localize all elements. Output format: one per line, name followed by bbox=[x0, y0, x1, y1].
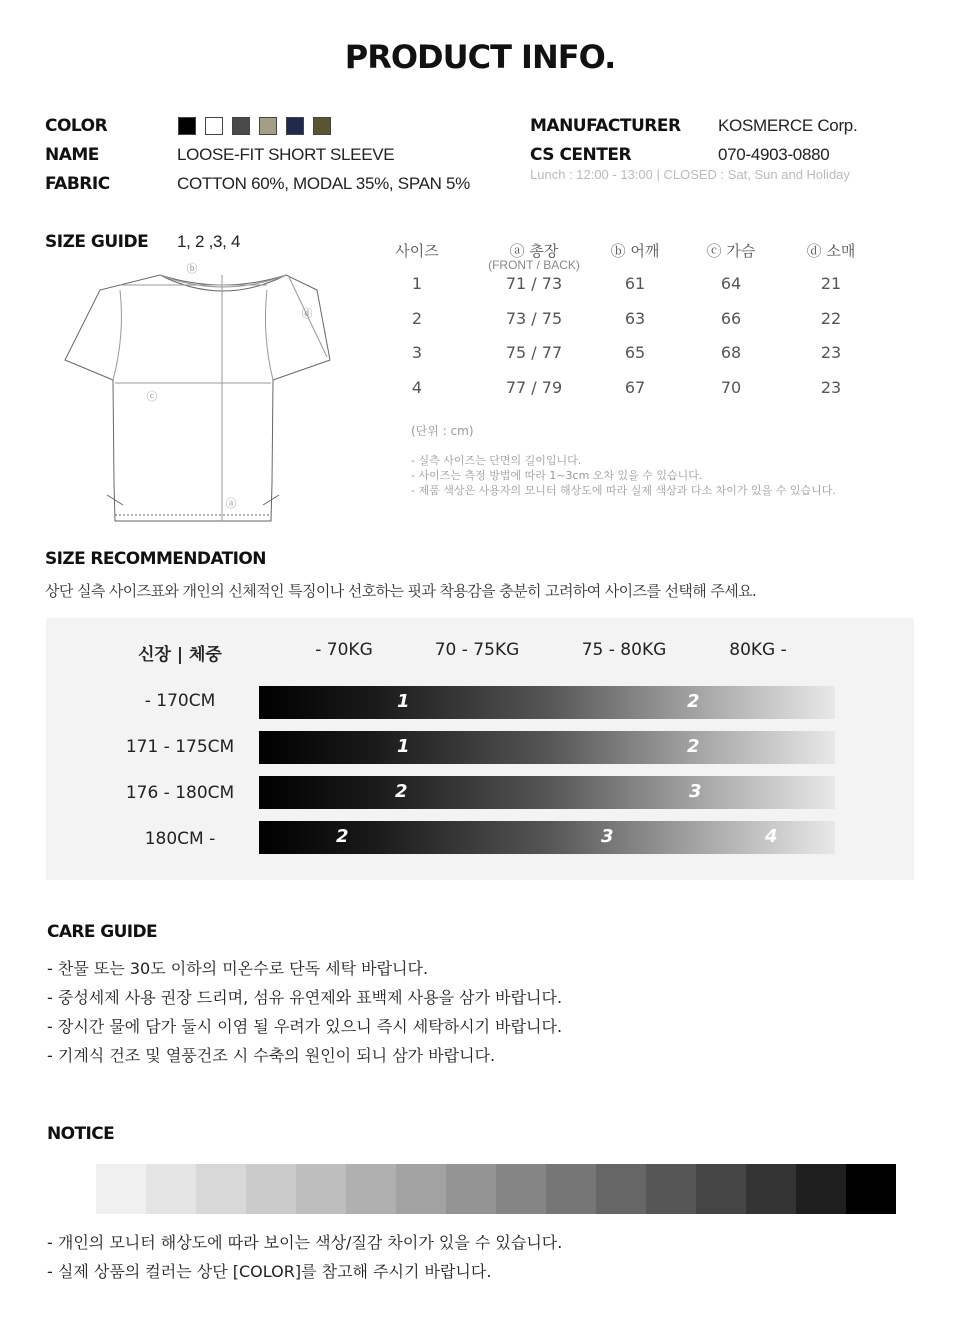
tshirt-diagram-icon bbox=[55, 255, 355, 530]
diagram-mark-a: ⓐ bbox=[225, 497, 237, 510]
care-line: - 장시간 물에 담가 둘시 이염 될 우려가 있으니 즉시 세탁하시기 바랍니다. bbox=[47, 1017, 563, 1036]
weight-header: - 70KG bbox=[315, 640, 373, 660]
gray-swatch bbox=[296, 1164, 346, 1214]
recommendation-bar bbox=[259, 821, 835, 854]
table-cell: 73 / 75 bbox=[505, 309, 563, 328]
table-cell: 64 bbox=[720, 274, 742, 293]
size-unit: (단위 : cm) bbox=[411, 424, 474, 438]
gray-swatch bbox=[246, 1164, 296, 1214]
gray-swatch bbox=[496, 1164, 546, 1214]
table-cell: 77 / 79 bbox=[505, 378, 563, 397]
gray-swatch bbox=[696, 1164, 746, 1214]
recommendation-corner: 신장 | 체중 bbox=[138, 645, 222, 665]
height-label: 180CM - bbox=[144, 829, 216, 849]
care-guide-title: CARE GUIDE bbox=[47, 922, 158, 942]
cs-center-phone: 070-4903-0880 bbox=[718, 145, 830, 164]
care-line: - 찬물 또는 30도 이하의 미온수로 단독 세탁 바랍니다. bbox=[47, 959, 429, 978]
name-value: LOOSE-FIT SHORT SLEEVE bbox=[177, 145, 395, 164]
gray-swatch bbox=[746, 1164, 796, 1214]
gray-swatch bbox=[396, 1164, 446, 1214]
size-table-header-length: ⓐ 총장 bbox=[509, 242, 559, 260]
table-cell: 68 bbox=[720, 343, 742, 362]
table-cell: 22 bbox=[820, 309, 842, 328]
table-cell: 63 bbox=[624, 309, 646, 328]
manufacturer-value: KOSMERCE Corp. bbox=[718, 116, 858, 135]
size-guide-sizes: 1, 2 ,3, 4 bbox=[177, 232, 241, 251]
diagram-mark-d: ⓓ bbox=[301, 307, 313, 320]
gray-swatch bbox=[146, 1164, 196, 1214]
diagram-mark-c: ⓒ bbox=[146, 390, 158, 403]
gray-swatch bbox=[646, 1164, 696, 1214]
color-label: COLOR bbox=[45, 116, 108, 136]
cs-center-label: CS CENTER bbox=[530, 145, 632, 165]
table-cell: 1 bbox=[411, 274, 423, 293]
manufacturer-label: MANUFACTURER bbox=[530, 116, 681, 136]
table-cell: 23 bbox=[820, 378, 842, 397]
size-recommendation-title: SIZE RECOMMENDATION bbox=[45, 549, 266, 569]
care-line: - 중성세제 사용 권장 드리며, 섬유 유연제와 표백제 사용을 삼가 바랍니다. bbox=[47, 988, 563, 1007]
care-line: - 기계식 건조 및 열풍건조 시 수축의 원인이 되니 삼가 바랍니다. bbox=[47, 1046, 496, 1065]
weight-header: 80KG - bbox=[729, 640, 787, 660]
recommendation-bar bbox=[259, 686, 835, 719]
bar-size-label: 2 bbox=[687, 736, 700, 757]
cs-hours: Lunch : 12:00 - 13:00 | CLOSED : Sat, Sun and Holiday bbox=[530, 167, 850, 182]
size-note: - 제품 색상은 사용자의 모니터 해상도에 따라 실제 색상과 다소 차이가 있을 수 있습니다. bbox=[411, 484, 836, 497]
table-cell: 2 bbox=[411, 309, 423, 328]
color-swatch bbox=[313, 117, 331, 135]
fabric-label: FABRIC bbox=[45, 174, 110, 194]
height-label: 171 - 175CM bbox=[125, 737, 235, 757]
table-cell: 3 bbox=[411, 343, 423, 362]
table-cell: 65 bbox=[624, 343, 646, 362]
color-swatch bbox=[178, 117, 196, 135]
size-recommendation-desc: 상단 실측 사이즈표와 개인의 신체적인 특징이나 선호하는 핏과 착용감을 충분히 고려하여 사이즈를 선택해 주세요. bbox=[45, 582, 757, 600]
color-swatch bbox=[259, 117, 277, 135]
table-cell: 23 bbox=[820, 343, 842, 362]
size-table-header-size: 사이즈 bbox=[395, 242, 439, 260]
page-title: PRODUCT INFO. bbox=[344, 38, 616, 76]
diagram-mark-b: ⓑ bbox=[186, 262, 198, 275]
size-table-header-shoulder: ⓑ 어깨 bbox=[610, 242, 660, 260]
height-label: 176 - 180CM bbox=[125, 783, 235, 803]
notice-title: NOTICE bbox=[47, 1124, 115, 1144]
recommendation-bar bbox=[259, 776, 835, 809]
bar-size-label: 3 bbox=[689, 781, 702, 802]
bar-size-label: 1 bbox=[397, 691, 410, 712]
bar-size-label: 2 bbox=[395, 781, 408, 802]
recommendation-bar bbox=[259, 731, 835, 764]
table-cell: 71 / 73 bbox=[505, 274, 563, 293]
table-cell: 75 / 77 bbox=[505, 343, 563, 362]
gray-swatch bbox=[446, 1164, 496, 1214]
bar-size-label: 4 bbox=[765, 826, 778, 847]
table-cell: 70 bbox=[720, 378, 742, 397]
size-guide-label: SIZE GUIDE bbox=[45, 232, 149, 252]
gray-swatch bbox=[46, 1164, 96, 1214]
gray-swatch bbox=[596, 1164, 646, 1214]
gray-swatch bbox=[96, 1164, 146, 1214]
size-table-header-sub: (FRONT / BACK) bbox=[488, 258, 580, 272]
gray-swatch bbox=[796, 1164, 846, 1214]
table-cell: 67 bbox=[624, 378, 646, 397]
color-swatch bbox=[232, 117, 250, 135]
notice-line: - 실제 상품의 컬러는 상단 [COLOR]를 참고해 주시기 바랍니다. bbox=[47, 1262, 492, 1281]
bar-size-label: 1 bbox=[397, 736, 410, 757]
notice-line: - 개인의 모니터 해상도에 따라 보이는 색상/질감 차이가 있을 수 있습니다. bbox=[47, 1233, 563, 1252]
bar-size-label: 2 bbox=[687, 691, 700, 712]
fabric-value: COTTON 60%, MODAL 35%, SPAN 5% bbox=[177, 174, 470, 193]
bar-size-label: 2 bbox=[336, 826, 349, 847]
gray-swatch bbox=[846, 1164, 896, 1214]
table-cell: 21 bbox=[820, 274, 842, 293]
gray-swatch bbox=[346, 1164, 396, 1214]
bar-size-label: 3 bbox=[601, 826, 614, 847]
weight-header: 70 - 75KG bbox=[434, 640, 520, 660]
size-note: - 실측 사이즈는 단면의 길이입니다. bbox=[411, 454, 582, 467]
gray-swatch bbox=[546, 1164, 596, 1214]
table-cell: 66 bbox=[720, 309, 742, 328]
weight-header: 75 - 80KG bbox=[581, 640, 667, 660]
color-swatch bbox=[205, 117, 223, 135]
height-label: - 170CM bbox=[144, 691, 216, 711]
size-table-header-chest: ⓒ 가슴 bbox=[706, 242, 756, 260]
table-cell: 4 bbox=[411, 378, 423, 397]
color-swatch bbox=[286, 117, 304, 135]
name-label: NAME bbox=[45, 145, 99, 165]
gray-swatch bbox=[196, 1164, 246, 1214]
size-table-header-sleeve: ⓓ 소매 bbox=[806, 242, 856, 260]
table-cell: 61 bbox=[624, 274, 646, 293]
size-note: - 사이즈는 측정 방법에 따라 1~3cm 오차 있을 수 있습니다. bbox=[411, 469, 703, 482]
